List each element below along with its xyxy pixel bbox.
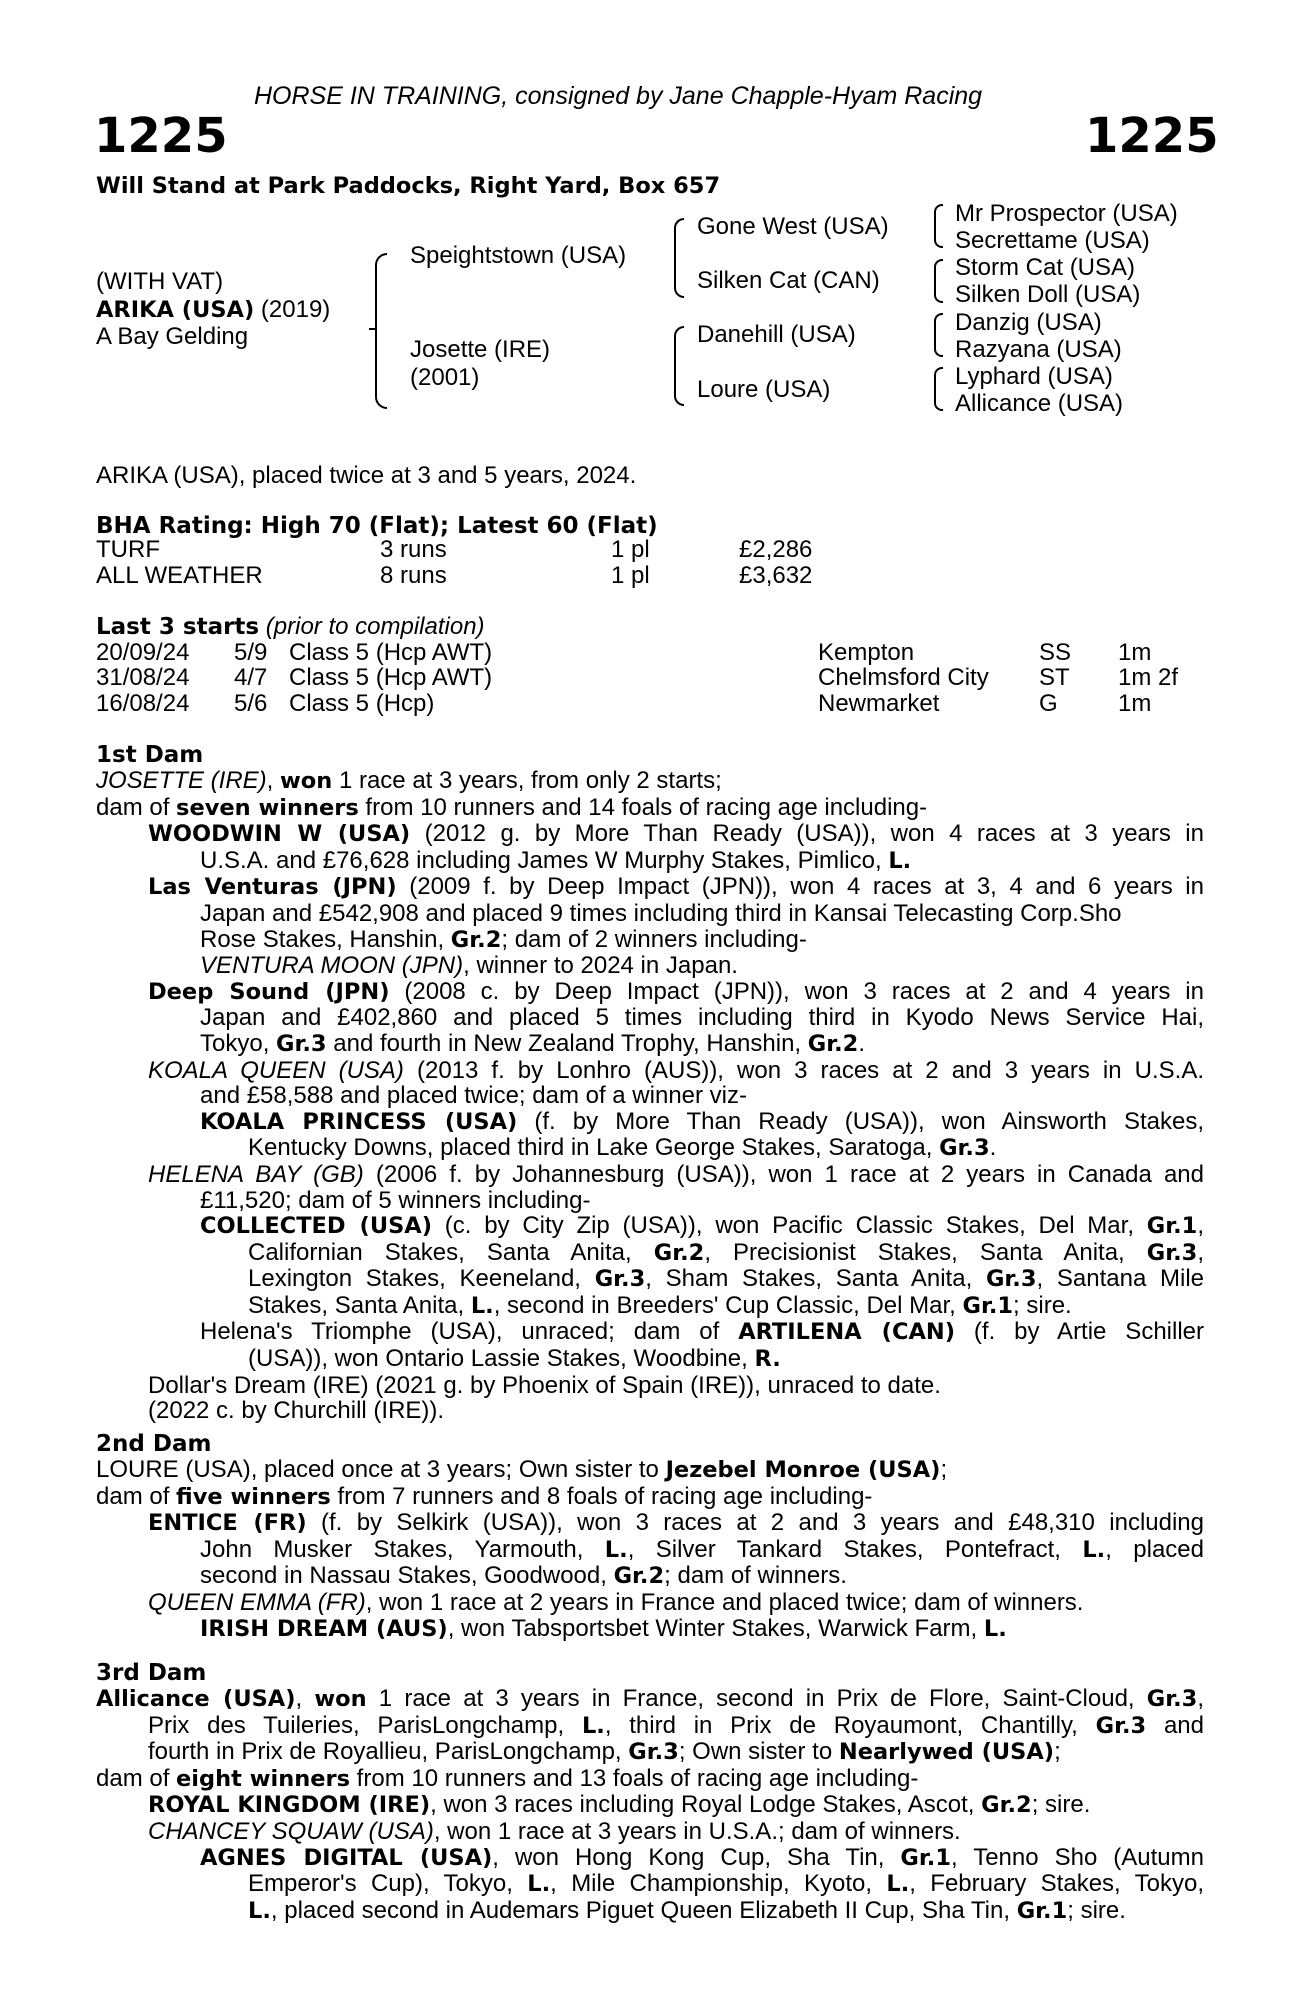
first-dam-body bbox=[96, 768, 1204, 1424]
start-course: Kempton bbox=[818, 639, 915, 666]
text-line: and £58,588 and placed twice; dam of a winner viz- bbox=[200, 1082, 747, 1110]
lot-number-right: 1225 bbox=[1085, 108, 1219, 164]
third-dam-body bbox=[96, 1686, 1204, 1924]
rating-placed: 1 pl bbox=[611, 536, 650, 563]
ggs-4: Silken Doll (USA) bbox=[955, 281, 1141, 308]
text-line: HELENA BAY (GB) (2006 f. by Johannesburg (USA)), won 1 race at 2 years in Canada and bbox=[148, 1160, 1205, 1188]
text-line: CHANCEY SQUAW (USA), won 1 race at 3 years in U.S.A.; dam of winners. bbox=[148, 1817, 961, 1845]
race-summary: ARIKA (USA), placed twice at 3 and 5 years, 2024. bbox=[96, 462, 637, 489]
horse-name-line bbox=[96, 297, 330, 323]
rating-earnings: £3,632 bbox=[739, 562, 813, 589]
text-line: Allicance (USA), won 1 race at 3 years in France, second in Prix de Flore, Saint-Cloud, Gr.3, bbox=[96, 1685, 1205, 1712]
text-line: Japan and £402,860 and placed 5 times including third in Kyodo News Service Hai, bbox=[200, 1004, 1204, 1032]
first-dam-heading: 1st Dam bbox=[96, 742, 204, 768]
third-dam-heading: 3rd Dam bbox=[96, 1660, 207, 1686]
vat-label: (WITH VAT) bbox=[96, 268, 224, 295]
ggs-2: Secrettame (USA) bbox=[955, 227, 1150, 254]
rating-surface: TURF bbox=[96, 536, 160, 563]
ggs-brace-4 bbox=[934, 367, 943, 411]
text-line: Deep Sound (JPN) (2008 c. by Deep Impact (JPN)), won 3 races at 2 and 4 years in bbox=[148, 977, 1204, 1005]
rating-runs: 8 runs bbox=[380, 562, 447, 589]
text-line: dam of seven winners from 10 runners and 14 foals of racing age including- bbox=[96, 793, 928, 821]
dam-brace bbox=[674, 326, 684, 406]
text-line: second in Nassau Stakes, Goodwood, Gr.2; dam of winners. bbox=[200, 1562, 847, 1590]
start-distance: 1m 2f bbox=[1118, 664, 1179, 691]
pedigree-brace-main bbox=[375, 253, 387, 409]
start-race: Class 5 (Hcp) bbox=[289, 690, 435, 717]
text-line: KOALA QUEEN (USA) (2013 f. by Lonhro (AUS)), won 3 races at 2 and 3 years in U.S.A. bbox=[148, 1056, 1205, 1084]
text-line: ROYAL KINGDOM (IRE), won 3 races including Royal Lodge Stakes, Ascot, Gr.2; sire. bbox=[148, 1791, 1091, 1819]
start-date: 20/09/24 bbox=[96, 639, 190, 666]
dam-year: (2001) bbox=[410, 364, 480, 391]
dam-dam: Loure (USA) bbox=[697, 376, 831, 403]
ggs-brace-3 bbox=[934, 313, 943, 357]
rating-earnings: £2,286 bbox=[739, 536, 813, 563]
last-starts-title: Last 3 starts bbox=[96, 614, 260, 640]
horse-year: (2019) bbox=[254, 296, 331, 323]
start-race: Class 5 (Hcp AWT) bbox=[289, 639, 493, 666]
start-date: 31/08/24 bbox=[96, 664, 190, 691]
text-line: Emperor's Cup), Tokyo, L., Mile Championship, Kyoto, L., February Stakes, Tokyo, bbox=[248, 1870, 1204, 1898]
horse-description: A Bay Gelding bbox=[96, 323, 249, 350]
start-course: Chelmsford City bbox=[818, 664, 989, 691]
ggs-8: Allicance (USA) bbox=[955, 390, 1124, 417]
text-line: U.S.A. and £76,628 including James W Murphy Stakes, Pimlico, L. bbox=[200, 846, 912, 874]
horse-name: ARIKA (USA) bbox=[96, 297, 255, 323]
text-line: (USA)), won Ontario Lassie Stakes, Woodbine, R. bbox=[248, 1345, 781, 1373]
start-going: SS bbox=[1039, 639, 1072, 666]
text-line: WOODWIN W (USA) (2012 g. by More Than Ready (USA)), won 4 races at 3 years in bbox=[148, 820, 1204, 848]
pedigree-brace-main-tip bbox=[369, 328, 377, 330]
text-line: Prix des Tuileries, ParisLongchamp, L., third in Prix de Royaumont, Chantilly, Gr.3 and bbox=[148, 1711, 1205, 1739]
text-line: JOSETTE (IRE), won 1 race at 3 years, from only 2 starts; bbox=[96, 767, 722, 794]
ggs-1: Mr Prospector (USA) bbox=[955, 200, 1178, 227]
start-distance: 1m bbox=[1118, 690, 1152, 717]
text-line: IRISH DREAM (AUS), won Tabsportsbet Winter Stakes, Warwick Farm, L. bbox=[200, 1614, 1007, 1642]
ggs-3: Storm Cat (USA) bbox=[955, 254, 1136, 281]
start-going: G bbox=[1039, 690, 1058, 717]
text-line: VENTURA MOON (JPN), winner to 2024 in Japan. bbox=[200, 952, 738, 980]
consignor-line: HORSE IN TRAINING, consigned by Jane Chapple-Hyam Racing bbox=[254, 82, 983, 110]
ggs-7: Lyphard (USA) bbox=[955, 363, 1113, 390]
text-line: fourth in Prix de Royallieu, ParisLongchamp, Gr.3; Own sister to Nearlywed (USA); bbox=[148, 1738, 1061, 1766]
start-distance: 1m bbox=[1118, 639, 1152, 666]
text-line: LOURE (USA), placed once at 3 years; Own sister to Jezebel Monroe (USA); bbox=[96, 1456, 948, 1483]
text-line: Las Venturas (JPN) (2009 f. by Deep Impact (JPN)), won 4 races at 3, 4 and 6 years in bbox=[148, 873, 1204, 901]
text-line: dam of eight winners from 10 runners and 13 foals of racing age including- bbox=[96, 1764, 919, 1792]
rating-placed: 1 pl bbox=[611, 562, 650, 589]
dam: Josette (IRE) bbox=[410, 336, 551, 363]
text-line: Japan and £542,908 and placed 9 times including third in Kansai Telecasting Corp.Sho bbox=[200, 899, 1122, 927]
text-line: Rose Stakes, Hanshin, Gr.2; dam of 2 winners including- bbox=[200, 925, 807, 953]
last-starts-note: (prior to compilation) bbox=[259, 613, 485, 640]
start-position: 5/6 bbox=[234, 690, 268, 717]
lot-number-left: 1225 bbox=[94, 108, 228, 164]
text-line: Californian Stakes, Santa Anita, Gr.2, Precisionist Stakes, Santa Anita, Gr.3, bbox=[248, 1238, 1204, 1266]
ggs-6: Razyana (USA) bbox=[955, 336, 1122, 363]
second-dam-heading: 2nd Dam bbox=[96, 1431, 212, 1457]
start-date: 16/08/24 bbox=[96, 690, 190, 717]
stabling-location: Will Stand at Park Paddocks, Right Yard, Box 657 bbox=[96, 173, 721, 199]
last-starts-heading bbox=[96, 614, 485, 640]
text-line: Helena's Triomphe (USA), unraced; dam of ARTILENA (CAN) (f. by Artie Schiller bbox=[200, 1318, 1204, 1346]
text-line: Stakes, Santa Anita, L., second in Breeders' Cup Classic, Del Mar, Gr.1; sire. bbox=[248, 1291, 1072, 1319]
ggs-5: Danzig (USA) bbox=[955, 309, 1102, 336]
second-dam-body bbox=[96, 1457, 1204, 1642]
text-line: AGNES DIGITAL (USA), won Hong Kong Cup, Sha Tin, Gr.1, Tenno Sho (Autumn bbox=[200, 1843, 1204, 1871]
sire-dam: Silken Cat (CAN) bbox=[697, 267, 880, 294]
text-line: L., placed second in Audemars Piguet Queen Elizabeth II Cup, Sha Tin, Gr.1; sire. bbox=[248, 1896, 1126, 1924]
bha-rating: BHA Rating: High 70 (Flat); Latest 60 (Flat) bbox=[96, 513, 658, 539]
sire-brace bbox=[674, 218, 684, 298]
text-line: £11,520; dam of 5 winners including- bbox=[200, 1186, 591, 1214]
text-line: Dollar's Dream (IRE) (2021 g. by Phoenix of Spain (IRE)), unraced to date. bbox=[148, 1371, 941, 1399]
text-line: COLLECTED (USA) (c. by City Zip (USA)), won Pacific Classic Stakes, Del Mar, Gr.1, bbox=[200, 1212, 1204, 1240]
start-position: 5/9 bbox=[234, 639, 268, 666]
rating-runs: 3 runs bbox=[380, 536, 447, 563]
dam-sire: Danehill (USA) bbox=[697, 321, 856, 348]
text-line: ENTICE (FR) (f. by Selkirk (USA)), won 3 races at 2 and 3 years and £48,310 including bbox=[148, 1509, 1204, 1537]
ggs-brace-1 bbox=[934, 204, 943, 248]
rating-surface: ALL WEATHER bbox=[96, 562, 263, 589]
start-race: Class 5 (Hcp AWT) bbox=[289, 664, 493, 691]
text-line: Kentucky Downs, placed third in Lake George Stakes, Saratoga, Gr.3. bbox=[248, 1134, 997, 1162]
text-line: John Musker Stakes, Yarmouth, L., Silver Tankard Stakes, Pontefract, L., placed bbox=[200, 1535, 1204, 1563]
text-line: dam of five winners from 7 runners and 8 foals of racing age including- bbox=[96, 1482, 873, 1510]
sire-sire: Gone West (USA) bbox=[697, 213, 889, 240]
start-going: ST bbox=[1039, 664, 1070, 691]
ggs-brace-2 bbox=[934, 259, 943, 303]
sire: Speightstown (USA) bbox=[410, 242, 627, 269]
start-position: 4/7 bbox=[234, 664, 268, 691]
text-line: Lexington Stakes, Keeneland, Gr.3, Sham Stakes, Santa Anita, Gr.3, Santana Mile bbox=[248, 1265, 1204, 1293]
text-line: KOALA PRINCESS (USA) (f. by More Than Ready (USA)), won Ainsworth Stakes, bbox=[200, 1107, 1204, 1135]
text-line: (2022 c. by Churchill (IRE)). bbox=[148, 1397, 445, 1425]
text-line: Tokyo, Gr.3 and fourth in New Zealand Trophy, Hanshin, Gr.2. bbox=[200, 1029, 865, 1057]
text-line: QUEEN EMMA (FR), won 1 race at 2 years in France and placed twice; dam of winners. bbox=[148, 1588, 1084, 1616]
start-course: Newmarket bbox=[818, 690, 940, 717]
